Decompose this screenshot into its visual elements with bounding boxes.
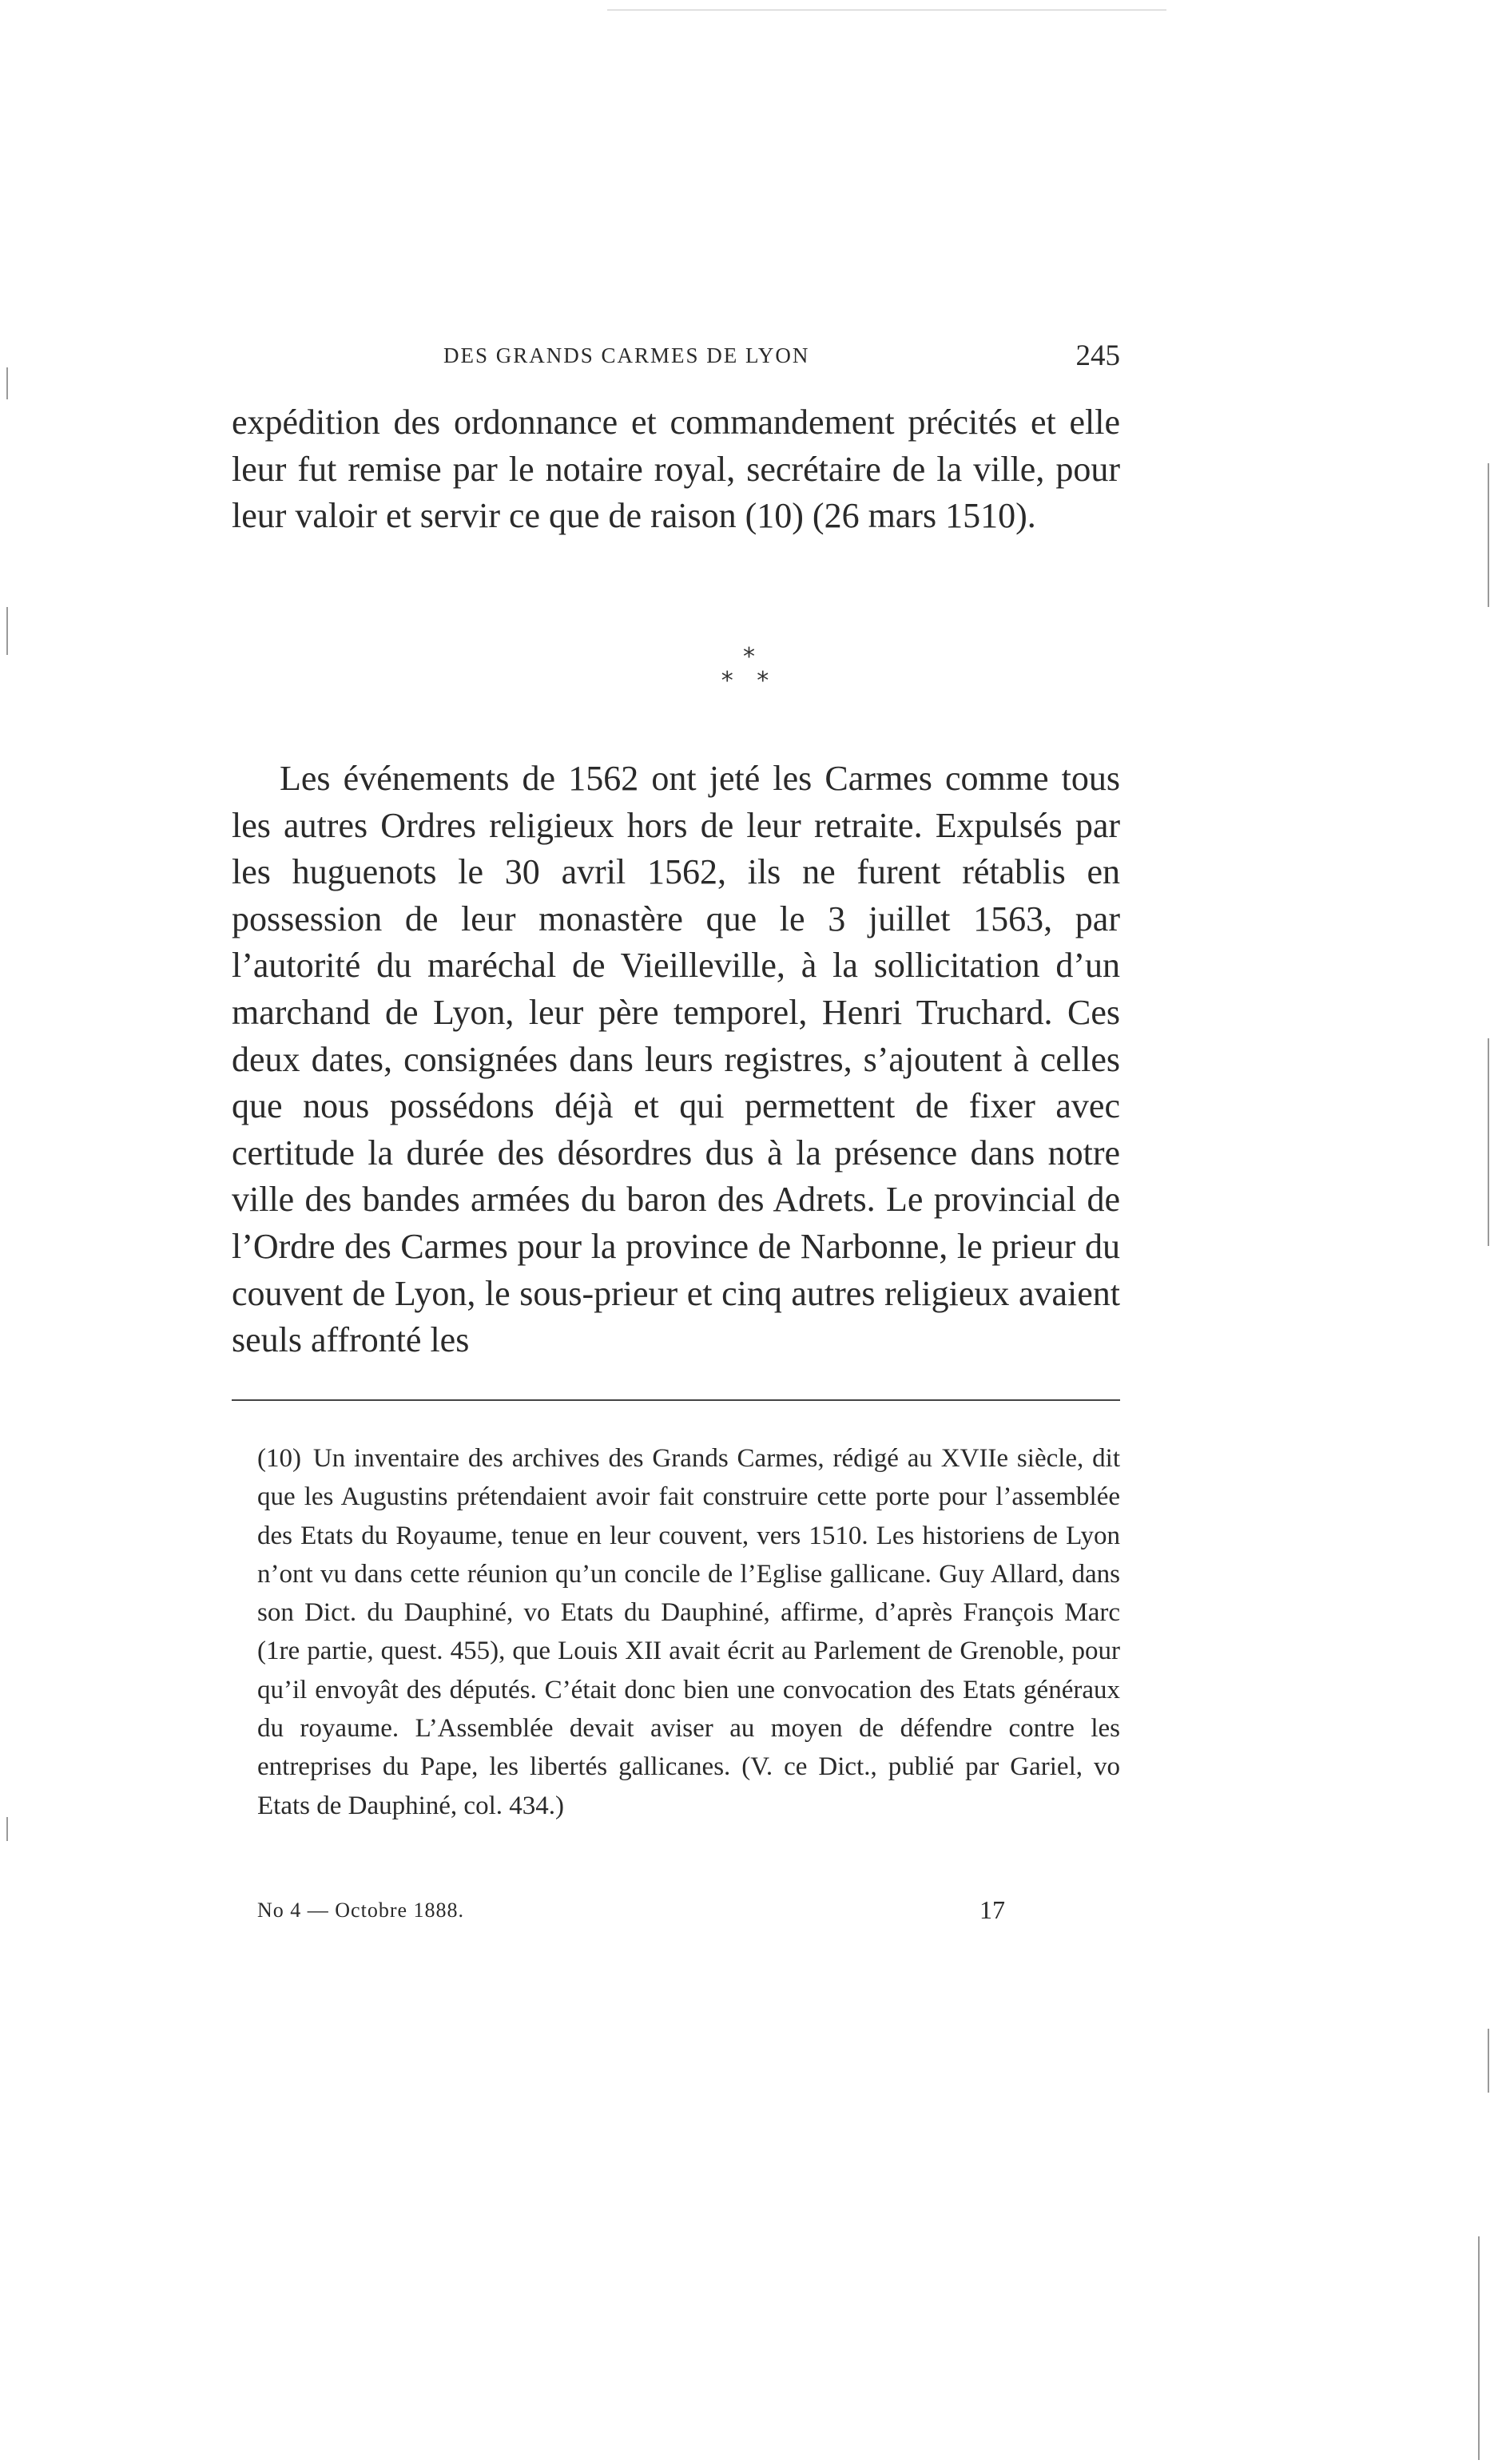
footnote bbox=[257, 1439, 1120, 1825]
scan-edge-mark bbox=[1488, 2029, 1489, 2093]
issue-signature: No 4 — Octobre 1888. bbox=[257, 1899, 465, 1922]
page-number: 245 bbox=[1075, 339, 1120, 372]
asterism-bottom: * * bbox=[721, 667, 777, 695]
running-head bbox=[232, 339, 1120, 390]
scan-edge-mark bbox=[1478, 2236, 1480, 2460]
scan-edge-mark bbox=[6, 367, 8, 399]
body-paragraph: Les événements de 1562 ont jeté les Carmes comme tous les autres Ordres religieux hors de leur retraite. Expulsés par les huguenots le 30 avril 1562, ils ne furent rétablis en possession de leur monastère que le 3 juillet 1563, par l’autorité du maréchal de Vieilleville, à la sollicitation d’un marchand de Lyon, leur père temporel, Henri Truchard. Ces deux dates, consignées dans leurs registres, s’ajoutent à celles que nous possédons déjà et qui permettent de fixer avec certitude la durée des désordres dus à la présence dans notre ville des bandes armées du baron des Adrets. Le provincial de l’Ordre des Carmes pour la province de Narbonne, le prieur du couvent de Lyon, le sous-prieur et cinq autres religieux avaient seuls affronté les bbox=[232, 759, 1120, 1360]
scan-edge-mark bbox=[1488, 463, 1489, 607]
page-footer bbox=[257, 1895, 1005, 1927]
footnote-text: Un inventaire des archives des Grands Carmes, rédigé au XVIIe siècle, dit que les Augustins prétendaient avoir fait construire cette porte pour l’assemblée des Etats du Royaume, tenue en leur couvent, vers 1510. Les historiens de Lyon n’ont vu dans cette réunion qu’un concile de l’Eglise gallicane. Guy Allard, dans son Dict. du Dauphiné, vo Etats du Dauphiné, affirme, d’après François Marc (1re partie, quest. 455), que Louis XII avait écrit au Parlement de Grenoble, pour qu’il envoyât des députés. C’était donc bien une convocation des Etats généraux du royaume. L’Assemblée devait aviser au moyen de défendre contre les entreprises du Pape, les libertés gallicanes. (V. ce Dict., publié par Gariel, vo Etats de Dauphiné, col. 434.) bbox=[257, 1444, 1121, 1820]
footnote-rule bbox=[232, 1399, 1120, 1401]
footnote-label: (10) bbox=[257, 1444, 301, 1473]
section-separator-asterism bbox=[0, 645, 1498, 693]
scan-edge-mark bbox=[1488, 1038, 1489, 1246]
running-title: DES GRANDS CARMES DE LYON bbox=[443, 343, 810, 367]
scan-edge-mark bbox=[6, 1817, 8, 1841]
body-paragraph: expédition des ordonnance et commandement précités et elle leur fut remise par le notaire royal, secrétaire de la ville, pour leur valoir et servir ce que de raison (10) (26 mars 1510). bbox=[232, 403, 1120, 536]
asterism-top: * bbox=[743, 643, 755, 671]
sheet-number: 17 bbox=[979, 1895, 1005, 1924]
